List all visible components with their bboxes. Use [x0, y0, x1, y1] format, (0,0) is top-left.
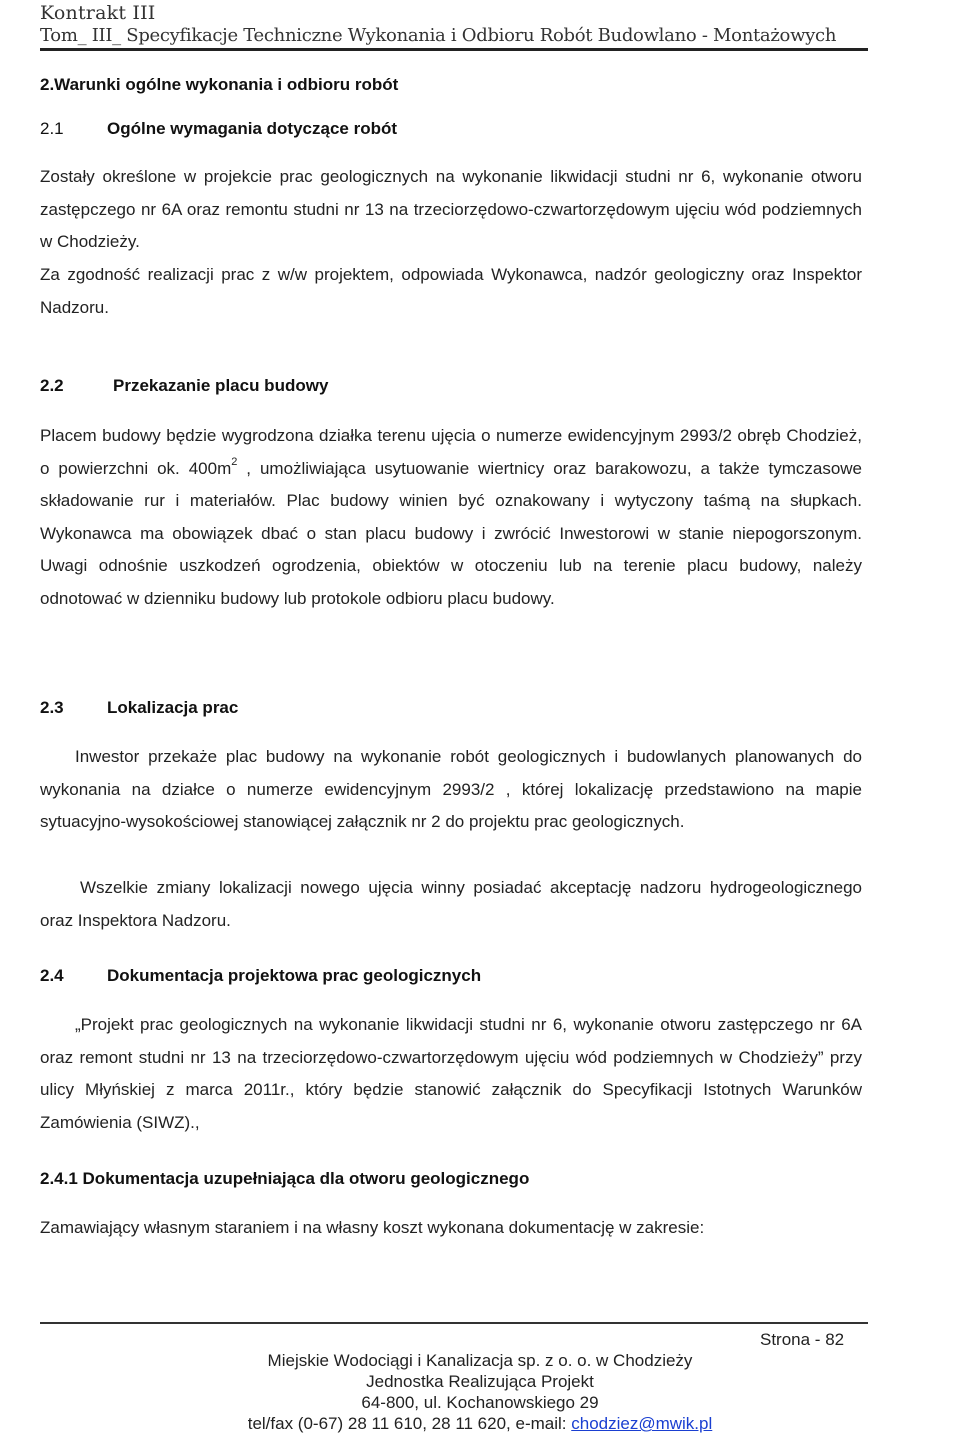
- footer-email-link[interactable]: chodziez@mwik.pl: [571, 1414, 713, 1433]
- footer-divider: [40, 1322, 868, 1324]
- document-header: [40, 0, 866, 48]
- section-heading-2-4: [40, 966, 481, 986]
- contract-label: Kontrakt III: [40, 2, 156, 24]
- section-number: 2.2: [40, 376, 64, 395]
- footer-address: 64-800, ul. Kochanowskiego 29: [361, 1393, 599, 1412]
- volume-title: Tom_ III_ Specyfikacje Techniczne Wykonania i Odbioru Robót Budowlano - Montażowych: [40, 25, 837, 46]
- paragraph-2-1-scope: Zostały określone w projekcie prac geologicznych na wykonanie likwidacji studni nr 6, wykonanie otworu zastępczego nr 6A oraz remontu studni nr 13 na trzeciorzędowo-czwartorzędowym ujęciu wód podziemnych w Chodzieży.: [40, 167, 862, 251]
- section-number: 2.3: [40, 698, 64, 717]
- paragraph-2-3-changes: Wszelkie zmiany lokalizacji nowego ujęcia winny posiadać akceptację nadzoru hydrogeologicznego oraz Inspektora Nadzoru.: [40, 878, 862, 930]
- section-heading-2-1: [40, 119, 397, 139]
- section-title: Lokalizacja prac: [107, 698, 239, 717]
- section-title: Dokumentacja projektowa prac geologicznych: [107, 966, 482, 985]
- section-title: Ogólne wymagania dotyczące robót: [107, 119, 398, 138]
- paragraph-2-2-site: [40, 420, 862, 615]
- paragraph-2-3-location: Inwestor przekaże plac budowy na wykonanie robót geologicznych i budowlanych planowanych do wykonania na działce o numerze ewidencyjnym 2993/2 , której lokalizację przedstawiono na mapie sytuacyjno-wysokościowej stanowiącej załącznik nr 2 do projektu prac geologicznych.: [40, 747, 862, 831]
- footer-organization: Miejskie Wodociągi i Kanalizacja sp. z o. o. w Chodzieży: [267, 1351, 693, 1370]
- paragraph-text: Placem budowy będzie wygrodzona działka terenu ujęcia o numerze ewidencyjnym 2993/2 obręb Chodzież, o powierzchni ok. 400m: [40, 426, 862, 478]
- page-number: Strona - 82: [760, 1330, 845, 1349]
- footer-phone: tel/fax (0-67) 28 11 610, 28 11 620, e-mail:: [247, 1414, 572, 1433]
- header-divider: [40, 48, 868, 51]
- footer-contact: [0, 1413, 960, 1434]
- section-number: 2.1: [40, 119, 64, 138]
- section-number: 2.4: [40, 966, 64, 985]
- document-footer: [0, 1350, 960, 1434]
- section-title: Przekazanie placu budowy: [113, 376, 329, 395]
- paragraph-2-4-project: „Projekt prac geologicznych na wykonanie likwidacji studni nr 6, wykonanie otworu zastępczego nr 6A oraz remont studni nr 13 na trzeciorzędowo-czwartorzędowym ujęciu wód podziemnych w Chodzieży” przy ulicy Młyńskiej z marca 2011r., który będzie stanowić załącznik do Specyfikacji Istotnych Warunków Zamówienia (SIWZ).,: [40, 1015, 862, 1132]
- superscript-unit: 2: [231, 455, 238, 468]
- section-heading-2-3: [40, 698, 238, 718]
- section-heading-2-2: [40, 376, 328, 396]
- section-title-2: 2.Warunki ogólne wykonania i odbioru robót: [40, 75, 399, 94]
- paragraph-text: , umożliwiająca usytuowanie wiertnicy oraz barakowozu, a także tymczasowe składowanie rur i materiałów. Plac budowy winien być oznakowany i wytyczony taśmą na słupkach. Wykonawca ma obowiązek dbać o stan placu budowy i zwrócić Inwestorowi w stanie niepogorszonym. Uwagi odnośnie uszkodzeń ogrodzenia, obiektów w otoczeniu lub na terenie placu budowy, należy odnotować w dzienniku budowy lub protokole odbioru placu budowy.: [40, 458, 863, 608]
- footer-unit: Jednostka Realizująca Projekt: [366, 1372, 594, 1391]
- paragraph-2-1-responsibility: Za zgodność realizacji prac z w/w projektem, odpowiada Wykonawca, nadzór geologiczny oraz Inspektor Nadzoru.: [40, 265, 862, 317]
- paragraph-2-4-1-scope: Zamawiający własnym staraniem i na własny koszt wykonana dokumentację w zakresie:: [40, 1218, 705, 1237]
- section-heading-2-4-1: 2.4.1 Dokumentacja uzupełniająca dla otworu geologicznego: [40, 1169, 530, 1188]
